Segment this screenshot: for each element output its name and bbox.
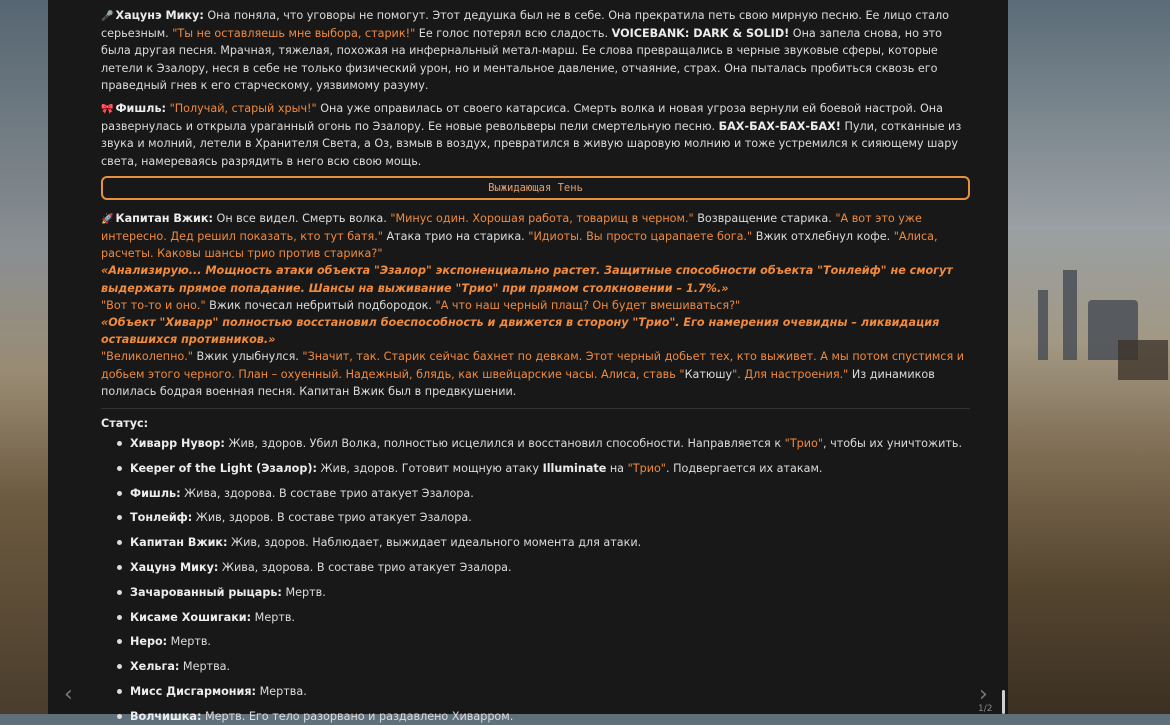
rocket-icon: 🚀 [101, 213, 114, 225]
section-title: Выжидающая Тень [488, 181, 583, 194]
status-item: Keeper of the Light (Эзалор): Жив, здоров. Готовит мощную атаку Illuminate на "Трио". Подвергается их атакам. [130, 460, 970, 477]
bow-icon: 🎀 [101, 104, 114, 116]
status-item: Хиварр Нувор: Жив, здоров. Убил Волка, полностью исцелился и восстановил способности. Направляется к "Трио", чтобы их уничтожить. [130, 435, 970, 452]
chat-message-card [48, 0, 1008, 723]
page-indicator: 1/2 [978, 704, 993, 714]
next-arrow-icon[interactable]: › [979, 682, 988, 707]
fishl-paragraph: 🎀 Фишль: "Получай, старый хрыч!" Она уже оправилась от своего катарсиса. Смерть волка и новая угроза вернули ей боевой настрой. Она развернулась и открыла ураганный огонь по Эзалору. Ее новые револьверы пели смертельную песню. БАХ-БАХ-БАХ-БАХ! Пули, сотканные из звука и молний, летели в Хранителя Света, а Оз, взмыв в воздух, превратился в живую шаровую молнию и тоже устремился к сияющему шару света, намереваясь разрядить в него всю свою мощь. [101, 102, 962, 168]
status-item: Кисаме Хошигаки: Мертв. [130, 609, 970, 626]
rock-spire [1038, 290, 1048, 360]
prev-arrow-icon[interactable]: ‹ [64, 682, 73, 707]
ai-response: «Анализирую... Мощность атаки объекта "Эзалор" экспоненциально растет. Защитные способности объекта "Тонлейф" не смогут выдержать прямое попадание. Шансы на выживание "Трио" при прямом столкновении – 1.7%.» [101, 264, 953, 295]
background-right [1008, 0, 1170, 714]
rubble [1118, 340, 1168, 380]
vzhik-paragraph: 🚀 Капитан Вжик: Он все видел. Смерть волка. "Минус один. Хорошая работа, товарищ в черном." Возвращение старика. "А вот это уже интересно. Дед решил показать, кто тут батя." Атака трио на старика. "Идиоты. Вы просто царапаете бога." Вжик отхлебнул кофе. "Алиса, расчеты. Каковы шансы трио против старика?" «Анализирую... Мощность атаки объекта "Эзалор" экспоненциально растет. Защитные способности объекта "Тонлейф" не смогут выдержать прямое попадание. Шансы на выживание "Трио" при прямом столкновении – 1.7%.» "Вот то-то и оно." Вжик почесал небритый подбородок. "А что наш черный плащ? Он будет вмешиваться?" «Объект "Хиварр" полностью восстановил боеспособность и движется в сторону "Трио". Его намерения очевидны – ликвидация оставшихся противников.» "Великолепно." Вжик улыбнулся. "Значит, так. Старик сейчас бахнет по девкам. Этот черный добьет тех, кто выживет. А мы потом спустимся и добьем этого черного. План – охуенный. Надежный, блядь, как швейцарские часы. Алиса, ставь "Катюшу". Для настроения." Из динамиков полилась бодрая военная песня. Капитан Вжик был в предвкушении. [101, 211, 965, 398]
miku-paragraph: 🎤 Хацунэ Мику: Она поняла, что уговоры не помогут. Этот дедушка был не в себе. Она прекратила петь свою мирную песню. Ее лицо стало серьезным. "Ты не оставляешь мне выбора, старик!" Ее голос потерял всю сладость. VOICEBANK: DARK & SOLID! Она запела снова, но это была другая песня. Мрачная, тяжелая, похожая на инфернальный метал-марш. Ее слова превращались в черные звуковые сферы, которые летели к Эзалору, неся в себе не только физический урон, но и ментальное давление, отчаяние, страх. Она пыталась пробиться сквозь его праведный гнев к его старческому, уязвимому разуму. [101, 9, 949, 92]
status-item: Мисс Дисгармония: Мертва. [130, 683, 970, 700]
rock-spire [1063, 270, 1077, 360]
section-title-box [101, 176, 970, 200]
status-item: Хельга: Мертва. [130, 658, 970, 675]
status-item: Зачарованный рыцарь: Мертв. [130, 584, 970, 601]
status-item: Тонлейф: Жив, здоров. В составе трио атакует Эзалора. [130, 509, 970, 526]
status-item: Фишль: Жива, здорова. В составе трио атакует Эзалора. [130, 485, 970, 502]
status-list [101, 435, 970, 725]
status-item: Капитан Вжик: Жив, здоров. Наблюдает, выжидает идеального момента для атаки. [130, 534, 970, 551]
background-left [0, 0, 48, 714]
status-title: Статус: [101, 417, 149, 431]
status-item: Неро: Мертв. [130, 633, 970, 650]
microphone-icon: 🎤 [101, 11, 114, 22]
divider [101, 408, 970, 409]
scrollbar-thumb[interactable] [1002, 690, 1005, 714]
status-item: Хацунэ Мику: Жива, здорова. В составе трио атакует Эзалора. [130, 559, 970, 576]
ai-response: «Объект "Хиварр" полностью восстановил боеспособность и движется в сторону "Трио". Его намерения очевидны – ликвидация оставшихся противников.» [101, 316, 940, 347]
status-item: Волчишка: Мертв. Его тело разорвано и раздавлено Хиварром. [130, 708, 970, 725]
